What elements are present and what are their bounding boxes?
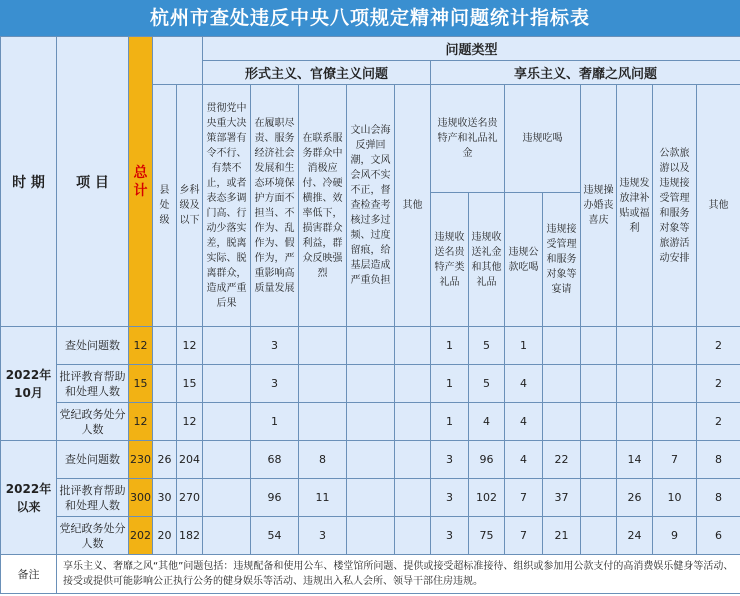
data-cell: 2 (697, 403, 740, 441)
data-cell (581, 479, 617, 517)
data-cell: 1 (431, 327, 469, 365)
row-label: 批评教育帮助和处理人数 (57, 479, 129, 517)
row-label: 查处问题数 (57, 327, 129, 365)
formalism-type-2: 在履职尽责、服务经济社会发展和生态环境保护方面不担当、不作为、乱作为、假作为，严重影响高质量发展 (251, 85, 299, 327)
data-cell: 182 (177, 517, 203, 555)
period-cell: 2022年10月 (1, 327, 57, 441)
data-cell (203, 327, 251, 365)
county-level-header: 县处级 (153, 85, 177, 327)
data-cell: 8 (697, 441, 740, 479)
data-cell: 2 (697, 365, 740, 403)
data-cell: 68 (251, 441, 299, 479)
data-cell: 4 (505, 365, 543, 403)
data-cell: 10 (653, 479, 697, 517)
data-cell: 22 (543, 441, 581, 479)
table-row (1, 517, 740, 555)
data-cell (581, 517, 617, 555)
table-row (1, 403, 740, 441)
data-cell (653, 365, 697, 403)
data-cell: 14 (617, 441, 653, 479)
data-cell (581, 327, 617, 365)
data-cell (653, 403, 697, 441)
data-cell (347, 327, 395, 365)
total-cell: 12 (129, 403, 153, 441)
hedonism-other: 其他 (697, 85, 740, 327)
period-cell: 2022年以来 (1, 441, 57, 555)
data-cell: 1 (251, 403, 299, 441)
data-cell (581, 403, 617, 441)
dining-header: 违规吃喝 (505, 85, 581, 193)
data-cell: 3 (299, 517, 347, 555)
row-label: 查处问题数 (57, 441, 129, 479)
gift-cash-header: 违规收送礼金和其他礼品 (469, 193, 505, 327)
data-cell (203, 517, 251, 555)
formalism-type-4: 文山会海反弹回潮，文风会风不实不正，督查检查考核过多过频、过度留痕，给基层造成严重负担 (347, 85, 395, 327)
data-cell: 8 (697, 479, 740, 517)
data-cell (543, 403, 581, 441)
data-cell: 75 (469, 517, 505, 555)
table-row (1, 365, 740, 403)
data-cell: 2 (697, 327, 740, 365)
travel-header: 公款旅游以及违规接受管理和服务对象等旅游活动安排 (653, 85, 697, 327)
allowance-header: 违规发放津补贴或福利 (617, 85, 653, 327)
data-cell: 37 (543, 479, 581, 517)
data-cell: 3 (251, 327, 299, 365)
data-cell (347, 479, 395, 517)
data-cell: 12 (177, 327, 203, 365)
data-cell: 26 (617, 479, 653, 517)
formalism-type-1: 贯彻党中央重大决策部署有令不行、有禁不止，或者表态多调门高、行动少落实差，脱离实际、脱离群众，造成严重后果 (203, 85, 251, 327)
data-cell: 9 (653, 517, 697, 555)
note-label: 备注 (1, 555, 57, 594)
dining-banquet-header: 违规接受管理和服务对象等宴请 (543, 193, 581, 327)
data-cell (617, 365, 653, 403)
data-cell: 7 (505, 479, 543, 517)
data-cell: 11 (299, 479, 347, 517)
data-cell: 96 (251, 479, 299, 517)
data-cell (203, 479, 251, 517)
data-cell (153, 365, 177, 403)
data-cell: 4 (469, 403, 505, 441)
data-cell (299, 403, 347, 441)
stats-table (0, 36, 740, 594)
data-cell: 96 (469, 441, 505, 479)
data-cell (395, 517, 431, 555)
data-cell (395, 365, 431, 403)
wedding-header: 违规操办婚丧喜庆 (581, 85, 617, 327)
data-cell: 12 (177, 403, 203, 441)
group-hedonism-header: 享乐主义、奢靡之风问题 (431, 61, 740, 85)
data-cell: 3 (431, 479, 469, 517)
page-title: 杭州市查处违反中央八项规定精神问题统计指标表 (0, 0, 740, 36)
data-cell: 15 (177, 365, 203, 403)
data-cell (347, 365, 395, 403)
table-row (1, 327, 740, 365)
data-cell: 4 (505, 403, 543, 441)
data-cell: 4 (505, 441, 543, 479)
data-cell (299, 327, 347, 365)
gift-header: 违规收送名贵特产和礼品礼金 (431, 85, 505, 193)
data-cell: 7 (653, 441, 697, 479)
data-cell: 6 (697, 517, 740, 555)
data-cell (347, 441, 395, 479)
formalism-other: 其他 (395, 85, 431, 327)
data-cell: 5 (469, 365, 505, 403)
total-cell: 202 (129, 517, 153, 555)
total-header: 总计 (129, 37, 153, 327)
data-cell (203, 441, 251, 479)
data-cell (153, 327, 177, 365)
dining-public-header: 违规公款吃喝 (505, 193, 543, 327)
data-cell: 3 (431, 517, 469, 555)
total-cell: 300 (129, 479, 153, 517)
data-cell: 24 (617, 517, 653, 555)
row-label: 批评教育帮助和处理人数 (57, 365, 129, 403)
data-cell (395, 441, 431, 479)
total-cell: 15 (129, 365, 153, 403)
data-cell: 54 (251, 517, 299, 555)
data-cell: 5 (469, 327, 505, 365)
data-cell: 1 (505, 327, 543, 365)
data-cell: 26 (153, 441, 177, 479)
data-cell (543, 327, 581, 365)
data-cell (395, 327, 431, 365)
row-label: 党纪政务处分人数 (57, 517, 129, 555)
data-cell (653, 327, 697, 365)
data-cell (395, 479, 431, 517)
data-cell (299, 365, 347, 403)
data-cell: 20 (153, 517, 177, 555)
data-cell (617, 327, 653, 365)
item-header: 项 目 (57, 37, 129, 327)
data-cell (581, 441, 617, 479)
data-cell (543, 365, 581, 403)
data-cell: 204 (177, 441, 203, 479)
row-label: 党纪政务处分人数 (57, 403, 129, 441)
data-cell (203, 403, 251, 441)
note-text: 享乐主义、奢靡之风“其他”问题包括：违规配备和使用公车、楼堂馆所问题、提供或接受超标准接待、组织或参加用公款支付的高消费娱乐健身等活动、接受或提供可能影响公正执行公务的健身娱乐等活动、违规出入私人会所、领导干部住房违规。 (57, 555, 740, 594)
data-cell: 270 (177, 479, 203, 517)
data-cell (581, 365, 617, 403)
formalism-type-3: 在联系服务群众中消极应付、冷硬横推、效率低下，损害群众利益，群众反映强烈 (299, 85, 347, 327)
data-cell: 21 (543, 517, 581, 555)
problem-type-header: 问题类型 (203, 37, 740, 61)
data-cell: 102 (469, 479, 505, 517)
data-cell: 8 (299, 441, 347, 479)
level-header-blank (153, 37, 203, 85)
data-cell: 3 (251, 365, 299, 403)
township-level-header: 乡科级及以下 (177, 85, 203, 327)
data-cell (347, 403, 395, 441)
total-cell: 12 (129, 327, 153, 365)
data-cell: 3 (431, 441, 469, 479)
data-cell (395, 403, 431, 441)
data-cell (347, 517, 395, 555)
data-cell: 7 (505, 517, 543, 555)
period-header: 时 期 (1, 37, 57, 327)
data-cell: 1 (431, 403, 469, 441)
table-row (1, 441, 740, 479)
data-cell (617, 403, 653, 441)
table-row (1, 479, 740, 517)
data-cell (153, 403, 177, 441)
gift-specialty-header: 违规收送名贵特产类礼品 (431, 193, 469, 327)
group-formalism-header: 形式主义、官僚主义问题 (203, 61, 431, 85)
data-cell (203, 365, 251, 403)
data-cell: 1 (431, 365, 469, 403)
total-cell: 230 (129, 441, 153, 479)
data-cell: 30 (153, 479, 177, 517)
